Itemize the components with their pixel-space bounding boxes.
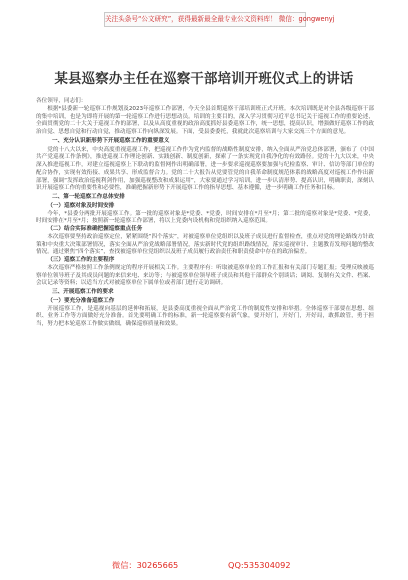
body-paragraph: 本次巡察要坚持政治巡察定位，紧紧围绕“四个落实”，对被巡察单位党组织以及班子成员进行监督检查，重点对党的理论路线方针政策和中央重大决策部署情况，落实全面从严治党战略部署情况，落实新时代党的组织路线情况，落实巡视审计、主题教育发现问题的整改情况。通过聚焦“四个落实”，查找被巡察单位党组织以及班子成员履行政治责任和职责使命中存在的政治偏差。 xyxy=(36,233,374,256)
body-paragraph: 开展巡察工作，是巡视向基层的延伸和拓展，是县委高度重视全面从严治党工作的制度性安排和举措。全体巡察干部要在思想、组织、业务工作等方面做好充分准备。首先要明确工作的标准，新一轮巡察要有新气象，要开好门，开好门，开好局，敢抓敢管，勇于担当，努力把本轮巡察工作做实做细，确保巡察质量和效果。 xyxy=(36,305,374,327)
salutation: 各位领导，同志们： xyxy=(36,98,87,104)
subsection-heading: （一）要充分准备巡察工作 xyxy=(47,297,115,304)
body-paragraph: 党的十八大以来，中央高度重视巡视工作，把巡视工作作为党内监督的战略性制度安排，纳入全面从严治党总体部署，颁布了《中国共产党巡视工作条例》，推进巡视工作理论创新、实践创新、制度创新，探索了一条实现党自我净化的有效路径。党的十九大以来，中央深入推进巡视工作，对建立巡视巡察上下联动的监督网作出明确部署，进一步要求巡视巡察要加强与纪检监察、审计、信访等部门单位的配合协作，实现有效衔接、成果共享、形成监督合力。党的二十大报告从党要管党的自我革命制度规范体系的战略高度对巡视工作作出新部署，强调“发挥政治巡视利剑作用，加强巡视整改和成果运用”，大家要通过学习培训，进一步认清形势、提高认识，明确职责，深刻认识开展巡察工作的重要性和必要性，准确把握新形势下开展巡察工作的指导思想、基本遵循，进一步明确工作任务和目标。 xyxy=(36,146,374,192)
body-paragraph: 根据*县委新一轮巡察工作规划及2023年巡察工作部署，今天全县首期巡察干部培训班正式开班。本次培训既是对全县各级巡察干部的集中培训，也是为即将开展的第一轮巡察工作进行思想动员。培训的主要目的，深入学习贯彻习近平总书记关于巡视工作的重要论述，全面贯彻党的二十大关于巡视工作的部署，以及从高度重视的政治高度抓好县委巡察工作，统一思想，提高认识，增强做好巡察工作的政治自觉、思想自觉和行动自觉，推动巡察工作向纵深发展。下面，受县委委托，我就此次巡察培训与大家交流三个方面的意见。 xyxy=(36,105,374,135)
qq-contact: QQ:535304092 xyxy=(228,560,291,570)
promo-banner[interactable]: 关注头条号“公文研究”，获得最新最全最专业公文资料库！ 微信：gongwenyj xyxy=(104,12,306,27)
subsection-heading: （一）巡察对象及时间安排 xyxy=(47,202,115,209)
wechat-contact: 微信：30265665 xyxy=(112,560,179,570)
document-body xyxy=(36,98,374,543)
section-heading: 一、充分认识新形势下开展巡察工作的重要意义 xyxy=(52,137,170,144)
section-heading: 二、第一轮巡察工作总体安排 xyxy=(52,194,125,200)
body-paragraph: 今年，*县委分两批开展巡察工作。第一批的巡察对象是*党委、*党委，时间安排在*月至*月；第二批的巡察对象是*党委、*党委，时间安排在*月至*月；按照新一轮巡察工作部署，将以上党委内设机构和党组织纳入巡察范围。 xyxy=(36,210,374,225)
document-title: 某县巡察办主任在巡察干部培训开班仪式上的讲话 xyxy=(54,72,354,87)
subsection-heading: （二）结合实际准确把握巡察重点任务 xyxy=(47,226,143,232)
body-paragraph: 本次巡察严格按照工作条例规定的程序开展相关工作。主要程序有：听取被巡察单位的工作汇报和有关部门专题汇报；受理反映被巡察单位领导班子及其成员问题的来信来电、来访等；与被巡察单位领导班子成员和其他干部群众个别谈话；调阅、复制有关文件、档案、会议记录等资料；以适当方式对被巡察单位下属单位或者部门进行走访调研。 xyxy=(36,264,374,287)
section-heading: 三、开展巡察工作的要求 xyxy=(52,289,114,295)
subsection-heading: （三）巡察工作的主要程序 xyxy=(47,257,115,263)
